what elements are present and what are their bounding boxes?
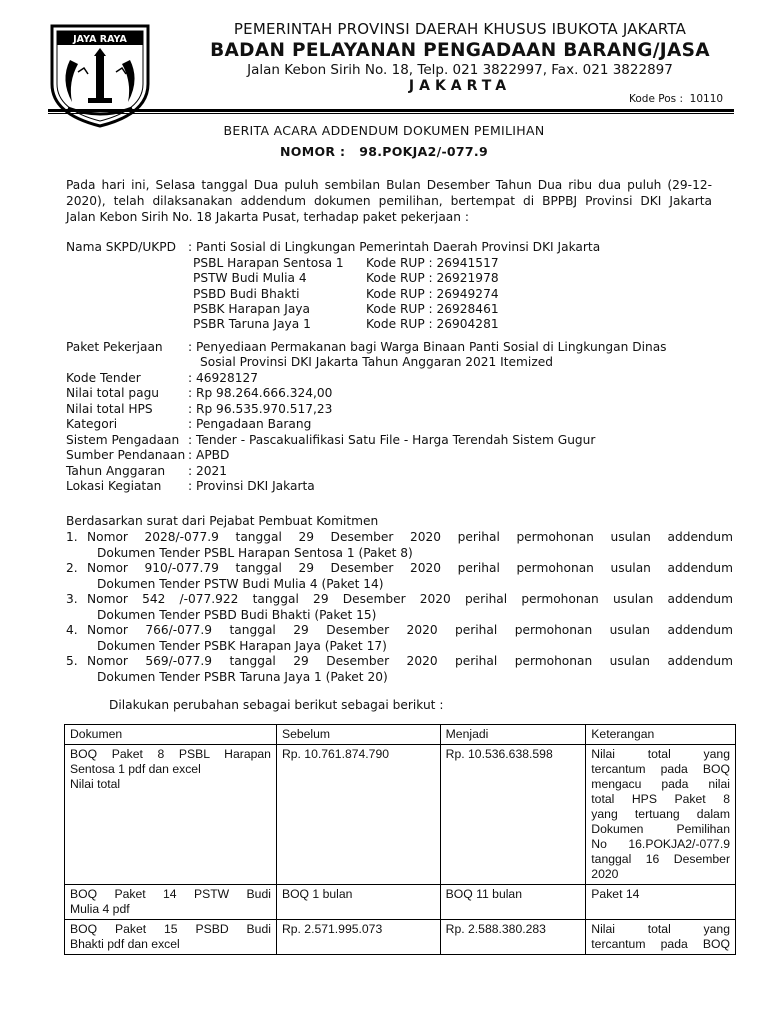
- before-cell: Rp. 2.571.995.073: [276, 920, 440, 955]
- detail-label: Nilai total pagu: [66, 386, 160, 400]
- document-cell: [65, 745, 277, 885]
- list-item-line-1: Nomor 766/-077.9 tanggal 29 Desember 2020 perihal permohonan usulan addendum: [87, 623, 733, 637]
- detail-label: Sumber Pendanaan: [66, 448, 186, 462]
- cell-line: Nilai total yang: [591, 747, 730, 761]
- cell-line: Dokumen Pemilihan: [591, 822, 730, 836]
- cell-line: tercantum pada BOQ: [591, 762, 730, 776]
- document-number-value: 98.POKJA2/-077.9: [359, 144, 488, 159]
- cell-line: BOQ Paket 14 PSTW Budi: [70, 887, 271, 901]
- list-number: 1.: [66, 530, 78, 544]
- document-cell: [65, 920, 277, 955]
- column-header: Menjadi: [440, 725, 586, 745]
- postal-code-value: 10110: [689, 93, 724, 105]
- changes-intro: Dilakukan perubahan sebagai berikut sebagai berikut :: [109, 698, 444, 712]
- list-item-line-1: Nomor 2028/-077.9 tanggal 29 Desember 2020 perihal permohonan usulan addendum: [87, 530, 733, 544]
- cell-line: total HPS Paket 8: [591, 792, 730, 806]
- cell-line: Sentosa 1 pdf dan excel: [70, 762, 201, 776]
- note-cell: [586, 920, 736, 955]
- detail-value: : 2021: [188, 464, 227, 478]
- list-item-line-1: Nomor 542 /-077.922 tanggal 29 Desember 2020 perihal permohonan usulan addendum: [87, 592, 733, 606]
- unit-rup: Kode RUP : 26941517: [366, 256, 499, 270]
- detail-value: : 46928127: [188, 371, 259, 385]
- basis-intro: Berdasarkan surat dari Pejabat Pembuat Komitmen: [66, 514, 379, 528]
- column-header: Sebelum: [276, 725, 440, 745]
- detail-value: : Provinsi DKI Jakarta: [188, 479, 315, 493]
- document-number: [0, 144, 768, 159]
- unit-name: PSTW Budi Mulia 4: [193, 271, 307, 285]
- intro-line-3: Jalan Kebon Sirih No. 18 Jakarta Pusat, terhadap paket pekerjaan :: [66, 210, 469, 224]
- cell-line: Nilai total yang: [591, 922, 730, 936]
- table-row: [65, 885, 736, 920]
- list-number: 4.: [66, 623, 78, 637]
- column-header: Keterangan: [586, 725, 736, 745]
- list-number: 3.: [66, 592, 78, 606]
- unit-rup: Kode RUP : 26921978: [366, 271, 499, 285]
- unit-rup: Kode RUP : 26928461: [366, 302, 499, 316]
- cell-line: Bhakti pdf dan excel: [70, 937, 180, 951]
- list-item-line-2: Dokumen Tender PSBK Harapan Jaya (Paket 17): [97, 639, 387, 653]
- cell-line: No 16.POKJA2/-077.9: [591, 837, 730, 851]
- cell-line: BOQ Paket 8 PSBL Harapan: [70, 747, 271, 761]
- unit-name: PSBL Harapan Sentosa 1: [193, 256, 344, 270]
- list-item-line-2: Dokumen Tender PSBL Harapan Sentosa 1 (Paket 8): [97, 546, 413, 560]
- list-item-line-2: Dokumen Tender PSBR Taruna Jaya 1 (Paket 20): [97, 670, 388, 684]
- paket-value-line-2: Sosial Provinsi DKI Jakarta Tahun Anggaran 2021 Itemized: [200, 355, 553, 369]
- unit-rup: Kode RUP : 26904281: [366, 317, 499, 331]
- before-cell: Rp. 10.761.874.790: [276, 745, 440, 885]
- header-city: JAKARTA: [408, 78, 512, 94]
- skpd-value: : Panti Sosial di Lingkungan Pemerintah Daerah Provinsi DKI Jakarta: [188, 240, 601, 254]
- intro-line-1: Pada hari ini, Selasa tanggal Dua puluh sembilan Bulan Desember Tahun Dua ribu dua puluh (29-12-: [66, 178, 712, 192]
- skpd-label: Nama SKPD/UKPD: [66, 240, 177, 254]
- detail-value: : Tender - Pascakualifikasi Satu File - Harga Terendah Sistem Gugur: [188, 433, 596, 447]
- list-item-line-1: Nomor 910/-077.79 tanggal 29 Desember 2020 perihal permohonan usulan addendum: [87, 561, 733, 575]
- header-government: PEMERINTAH PROVINSI DAERAH KHUSUS IBUKOTA JAKARTA: [233, 20, 687, 38]
- after-cell: Rp. 2.588.380.283: [440, 920, 586, 955]
- changes-table: [64, 724, 736, 955]
- after-cell: Rp. 10.536.638.598: [440, 745, 586, 885]
- detail-label: Tahun Anggaran: [66, 464, 166, 478]
- unit-name: PSBD Budi Bhakti: [193, 287, 300, 301]
- cell-line: yang tertuang dalam: [591, 807, 730, 821]
- unit-rup: Kode RUP : 26949274: [366, 287, 499, 301]
- cell-line: Mulia 4 pdf: [70, 902, 130, 916]
- cell-line: 2020: [591, 867, 619, 881]
- detail-label: Nilai total HPS: [66, 402, 153, 416]
- cell-line: tanggal 16 Desember: [591, 852, 730, 866]
- detail-label: Lokasi Kegiatan: [66, 479, 162, 493]
- unit-name: PSBR Taruna Jaya 1: [193, 317, 311, 331]
- postal-code-label: Kode Pos :: [629, 93, 683, 105]
- detail-label: Kode Tender: [66, 371, 141, 385]
- table-row: [65, 745, 736, 885]
- before-cell: BOQ 1 bulan: [276, 885, 440, 920]
- column-header: Dokumen: [65, 725, 277, 745]
- intro-line-2: 2020), telah dilaksanakan addendum dokumen pemilihan, bertempat di BPPBJ Provinsi DKI Jakarta: [66, 194, 712, 208]
- list-item-line-1: Nomor 569/-077.9 tanggal 29 Desember 2020 perihal permohonan usulan addendum: [87, 654, 733, 668]
- detail-value: : Rp 98.264.666.324,00: [188, 386, 333, 400]
- detail-label: Kategori: [66, 417, 118, 431]
- table-header-row: [65, 725, 736, 745]
- cell-line: tercantum pada BOQ: [591, 937, 730, 951]
- document-cell: [65, 885, 277, 920]
- note-cell: Paket 14: [586, 885, 736, 920]
- cell-line: Nilai total: [70, 777, 121, 791]
- emblem-lettering: JAYA RAYA: [73, 34, 127, 45]
- detail-value: : Pengadaan Barang: [188, 417, 312, 431]
- paket-label: Paket Pekerjaan: [66, 340, 163, 354]
- header-address: Jalan Kebon Sirih No. 18, Telp. 021 3822997, Fax. 021 3822897: [247, 62, 673, 78]
- after-cell: BOQ 11 bulan: [440, 885, 586, 920]
- header-rule-thin: [48, 113, 734, 114]
- header-rule-thick: [48, 109, 734, 112]
- detail-label: Sistem Pengadaan: [66, 433, 180, 447]
- cell-line: mengacu pada nilai: [591, 777, 730, 791]
- document-title: BERITA ACARA ADDENDUM DOKUMEN PEMILIHAN: [223, 123, 545, 138]
- list-number: 2.: [66, 561, 78, 575]
- postal-code: [629, 93, 723, 105]
- paket-value-line-1: : Penyediaan Permakanan bagi Warga Binaan Panti Sosial di Lingkungan Dinas: [188, 340, 667, 354]
- list-item-line-2: Dokumen Tender PSTW Budi Mulia 4 (Paket 14): [97, 577, 384, 591]
- header-agency: BADAN PELAYANAN PENGADAAN BARANG/JASA: [210, 40, 710, 61]
- list-item-line-2: Dokumen Tender PSBD Budi Bhakti (Paket 15): [97, 608, 377, 622]
- table-row: [65, 920, 736, 955]
- cell-line: BOQ Paket 15 PSBD Budi: [70, 922, 271, 936]
- detail-value: : Rp 96.535.970.517,23: [188, 402, 333, 416]
- detail-value: : APBD: [188, 448, 230, 462]
- list-number: 5.: [66, 654, 78, 668]
- document-number-label: NOMOR :: [280, 144, 346, 159]
- unit-name: PSBK Harapan Jaya: [193, 302, 310, 316]
- note-cell: [586, 745, 736, 885]
